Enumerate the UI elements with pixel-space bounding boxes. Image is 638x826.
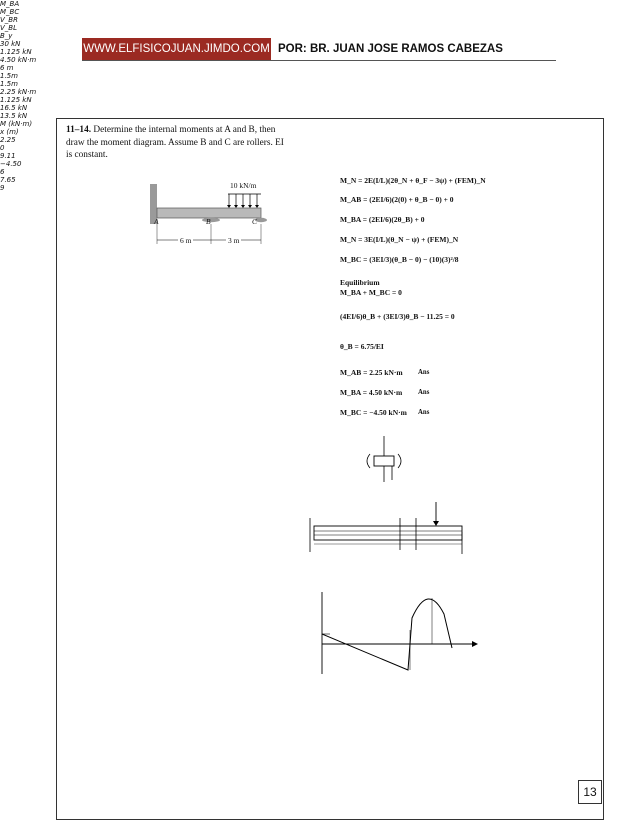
dim-ab: 6 m	[180, 236, 192, 245]
moment-ylabel: M (kN·m)	[0, 120, 33, 128]
fbd-r2: 16.5 kN	[0, 104, 28, 112]
result-mbc: M_BC = −4.50 kN·m	[340, 408, 407, 417]
fbd-r3: 13.5 kN	[0, 112, 28, 120]
roller-b	[202, 218, 220, 222]
fbd-left-shear: 1.125 kN	[0, 48, 32, 56]
fbd-moment-b: 4.50 kN·m	[0, 56, 37, 64]
fbd-dim-6m: 6 m	[0, 64, 14, 72]
moment-v225: 2.25	[0, 136, 16, 144]
load-label: 10 kN/m	[230, 181, 257, 190]
fbd-mbc: M_BC	[0, 8, 20, 16]
moment-origin: 0	[0, 144, 5, 152]
joint-b-sketch	[374, 456, 394, 466]
problem-text: Determine the internal moments at A and B, then draw the moment diagram. Assume B and C are rollers. EI is constant.	[66, 125, 284, 160]
ans-1: Ans	[418, 369, 430, 376]
label-b: B	[206, 217, 211, 226]
moment-peak: 9.11	[0, 152, 16, 160]
eq-mab: M_AB = (2EI/6)(2(0) + θ_B − 0) + 0	[340, 195, 454, 204]
moment-xlabel: x (m)	[0, 128, 19, 136]
moment-diagram	[300, 578, 500, 688]
eq-equilibrium: M_BA + M_BC = 0	[340, 288, 402, 297]
label-a: A	[154, 217, 159, 226]
label-c: C	[252, 217, 258, 226]
moment-min: −4.50	[0, 160, 22, 168]
result-mba: M_BA = 4.50 kN·m	[340, 388, 403, 397]
eq-mbc: M_BC = (3EI/3)(θ_B − 0) − (10)(3)²/8	[340, 255, 459, 264]
fbd-vbr: V_BR	[0, 16, 18, 24]
moment-curve	[322, 599, 452, 670]
fbd-load: 30 kN	[0, 40, 21, 48]
equilibrium-title: Equilibrium	[340, 278, 380, 287]
fbd-left-moment: 2.25 kN·m	[0, 88, 37, 96]
eq-theta-b: θ_B = 6.75/EI	[340, 342, 384, 351]
fbd-dim-15a: 1.5m	[0, 72, 18, 80]
moment-x9: 9	[0, 184, 5, 192]
eq-general-moment: M_N = 2E(I/L)(2θ_N + θ_F − 3ψ) + (FEM)_N	[340, 176, 486, 185]
ans-2: Ans	[418, 389, 430, 396]
eq-mba: M_BA = (2EI/6)(2θ_B) + 0	[340, 215, 425, 224]
moment-x765: 7.65	[0, 176, 16, 184]
fbd-dim-15b: 1.5m	[0, 80, 18, 88]
eq-modified-moment: M_N = 3E(I/L)(θ_N − ψ) + (FEM)_N	[340, 235, 459, 244]
problem-statement	[66, 124, 292, 162]
problem-number: 11–14.	[66, 125, 92, 135]
eq-theta-sum: (4EI/6)θ_B + (3EI/3)θ_B − 11.25 = 0	[340, 312, 455, 321]
fbd-mba: M_BA	[0, 0, 20, 8]
ans-3: Ans	[418, 409, 430, 416]
author-line: POR: BR. JUAN JOSE RAMOS CABEZAS	[278, 43, 503, 55]
fbd-r1: 1.125 kN	[0, 96, 32, 104]
fbd-vbl: V_BL	[0, 24, 17, 32]
page-number: 13	[578, 780, 602, 804]
moment-x6: 6	[0, 168, 5, 176]
fbd-by: B_y	[0, 32, 13, 40]
site-url-banner[interactable]: WWW.ELFISICOJUAN.JIMDO.COM	[82, 38, 271, 60]
result-mab: M_AB = 2.25 kN·m	[340, 368, 403, 377]
free-body-diagram	[300, 432, 480, 572]
dim-bc: 3 m	[228, 236, 240, 245]
beam-fbd	[314, 526, 462, 540]
header-rule	[82, 60, 556, 61]
